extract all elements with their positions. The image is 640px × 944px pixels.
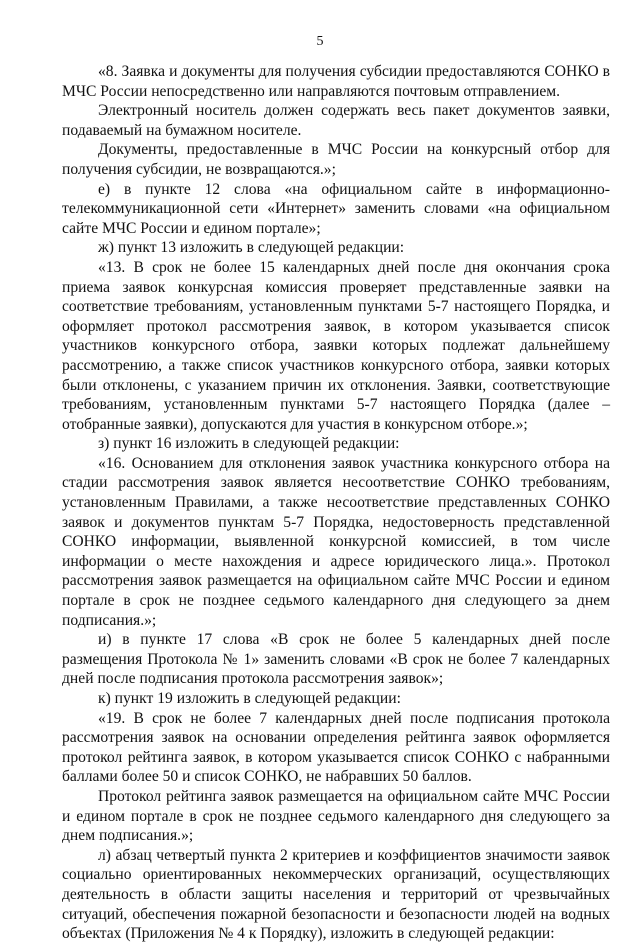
paragraph-item-19: «19. В срок не более 7 календарных дней после подписания протокола рассмотрения заявок на основании определения рейтинга заявок оформляется протокол рейтинга заявок, в котором указывается список СОНКО с набранными баллами более 50 и список СОНКО, не набравших 50 баллов. [62,709,610,786]
paragraph-rating-protocol: Протокол рейтинга заявок размещается на официальном сайте МЧС России и едином портале в срок не позднее седьмого календарного дня следующего за днем подписания.»; [62,787,610,845]
paragraph-documents-not-returned: Документы, предоставленные в МЧС России на конкурсный отбор для получения субсидии, не возвращаются.»; [62,141,610,178]
paragraph-electronic-media: Электронный носитель должен содержать весь пакет документов заявки, подаваемый на бумажном носителе. [62,102,610,139]
paragraph-amend-l: л) абзац четвертый пункта 2 критериев и коэффициентов значимости заявок социально ориентированных некоммерческих организаций, осуществляющих деятельность в области защиты населения и территорий от чрезвычайных ситуаций, обеспечения пожарной безопасности и безопасности людей на водных объектах (Приложения № 4 к Порядку), изложить в следующей редакции: [62,846,610,943]
paragraph-item-16: «16. Основанием для отклонения заявок участника конкурсного отбора на стадии рассмотрения заявок является несоответствие СОНКО требованиям, установленным Правилами, а также несоответствие представленных СОНКО заявок и документов пунктам 5-7 Порядка, недостоверность представленной СОНКО информации, выявленной конкурсной комиссией, в том числе информации о месте нахождения и адресе юридического лица.». Протокол рассмотрения заявок размещается на официальном сайте МЧС России и едином портале в срок не позднее седьмого календарного дня следующего за днем подписания.»; [62,454,610,629]
paragraph-amend-z: з) пункт 16 изложить в следующей редакции: [98,435,400,453]
paragraph-amend-k: к) пункт 19 изложить в следующей редакции: [98,690,401,707]
page-number: 5 [316,34,324,49]
paragraph-amend-e: е) в пункте 12 слова «на официальном сайте в информационно-телекоммуникационной сети «Интернет» заменить словами «на официальном сайте МЧС России и едином портале»; [62,180,610,237]
paragraph-item-13: «13. В срок не более 15 календарных дней после дня окончания срока приема заявок конкурсная комиссия проверяет представленные заявки на соответствие требованиям, установленным пунктами 5-7 настоящего Порядка, и оформляет протокол рассмотрения заявок, в котором указывается список участников конкурсного отбора, заявки которых подлежат дальнейшему рассмотрению, а также список участников конкурсного отбора, заявки которых были отклонены, с указанием причин их отклонения. Заявки, соответствующие требованиям, установленным пунктами 5-7 настоящего Порядка (далее – отобранные заявки), допускаются для участия в конкурсном отборе.»; [62,258,610,433]
paragraph-amend-zh: ж) пункт 13 изложить в следующей редакции: [98,239,405,257]
paragraph-item-8: «8. Заявка и документы для получения субсидии предоставляются СОНКО в МЧС России непосредственно или направляются почтовым отправлением. [62,63,610,100]
paragraph-amend-i: и) в пункте 17 слова «В срок не более 5 календарных дней после размещения Протокола № 1» заменить словами «В срок не более 7 календарных дней после подписания протокола рассмотрения заявок»; [62,631,610,688]
document-body [62,62,610,944]
